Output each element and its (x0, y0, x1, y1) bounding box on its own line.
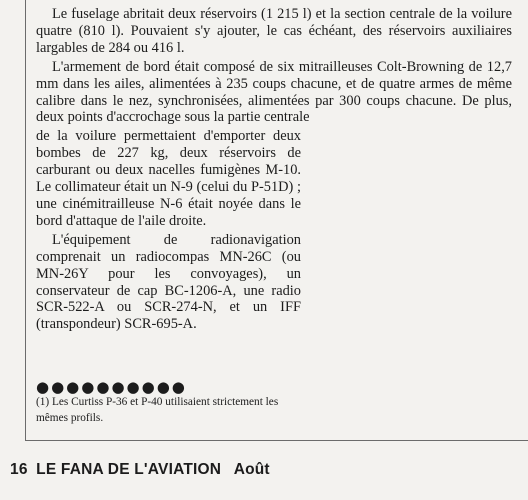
footer-rule (25, 440, 528, 441)
footnote-text: (1) Les Curtiss P-36 et P-40 utilisaient strictement les mêmes profils. (36, 396, 279, 424)
paragraph-fuel-tanks: Le fuselage abritait deux réservoirs (1 215 l) et la section centrale de la voilure quatre (810 l). Pouvaient s'y ajouter, le cas échéant, des réservoirs auxiliaires largables de 284 ou 416 l. (36, 6, 512, 56)
paragraph-radionavigation: L'équipement de radionavigation comprenait un radiocompas MN-26C (ou MN-26Y pour les convoyages), un conservateur de cap BC-1206-A, une radio SCR-522-A ou SCR-274-N, et un IFF (transpondeur) SCR-695-A. (36, 231, 301, 333)
column-rule (25, 0, 26, 440)
page-number: 16 (10, 461, 28, 478)
magazine-title: LE FANA DE L'AVIATION (36, 461, 222, 478)
paragraph-armament: L'armement de bord était composé de six mitrailleuses Colt-Browning de 12,7 mm dans les ailes, alimentées à 235 coups chacune, et de quatre armes de même calibre dans le nez, synchronisées, alimentées par 300 coups chacune. De plus, deux points d'accrochage sous la partie centrale (36, 58, 512, 126)
article-column (36, 6, 512, 333)
issue-month: Août (233, 461, 270, 478)
footnote-separator-dots: ●●●●●●●●●● (36, 378, 187, 396)
paragraph-armament-continued: de la voilure permettaient d'emporter deux bombes de 227 kg, deux réservoirs de carburant ou deux nacelles fumigènes M-10. Le collimateur était un N-9 (celui du P-51D) ; une cinémitrailleuse N-6 était noyée dans le bord d'attaque de l'aile droite. (36, 128, 301, 229)
page-footer (10, 461, 270, 479)
